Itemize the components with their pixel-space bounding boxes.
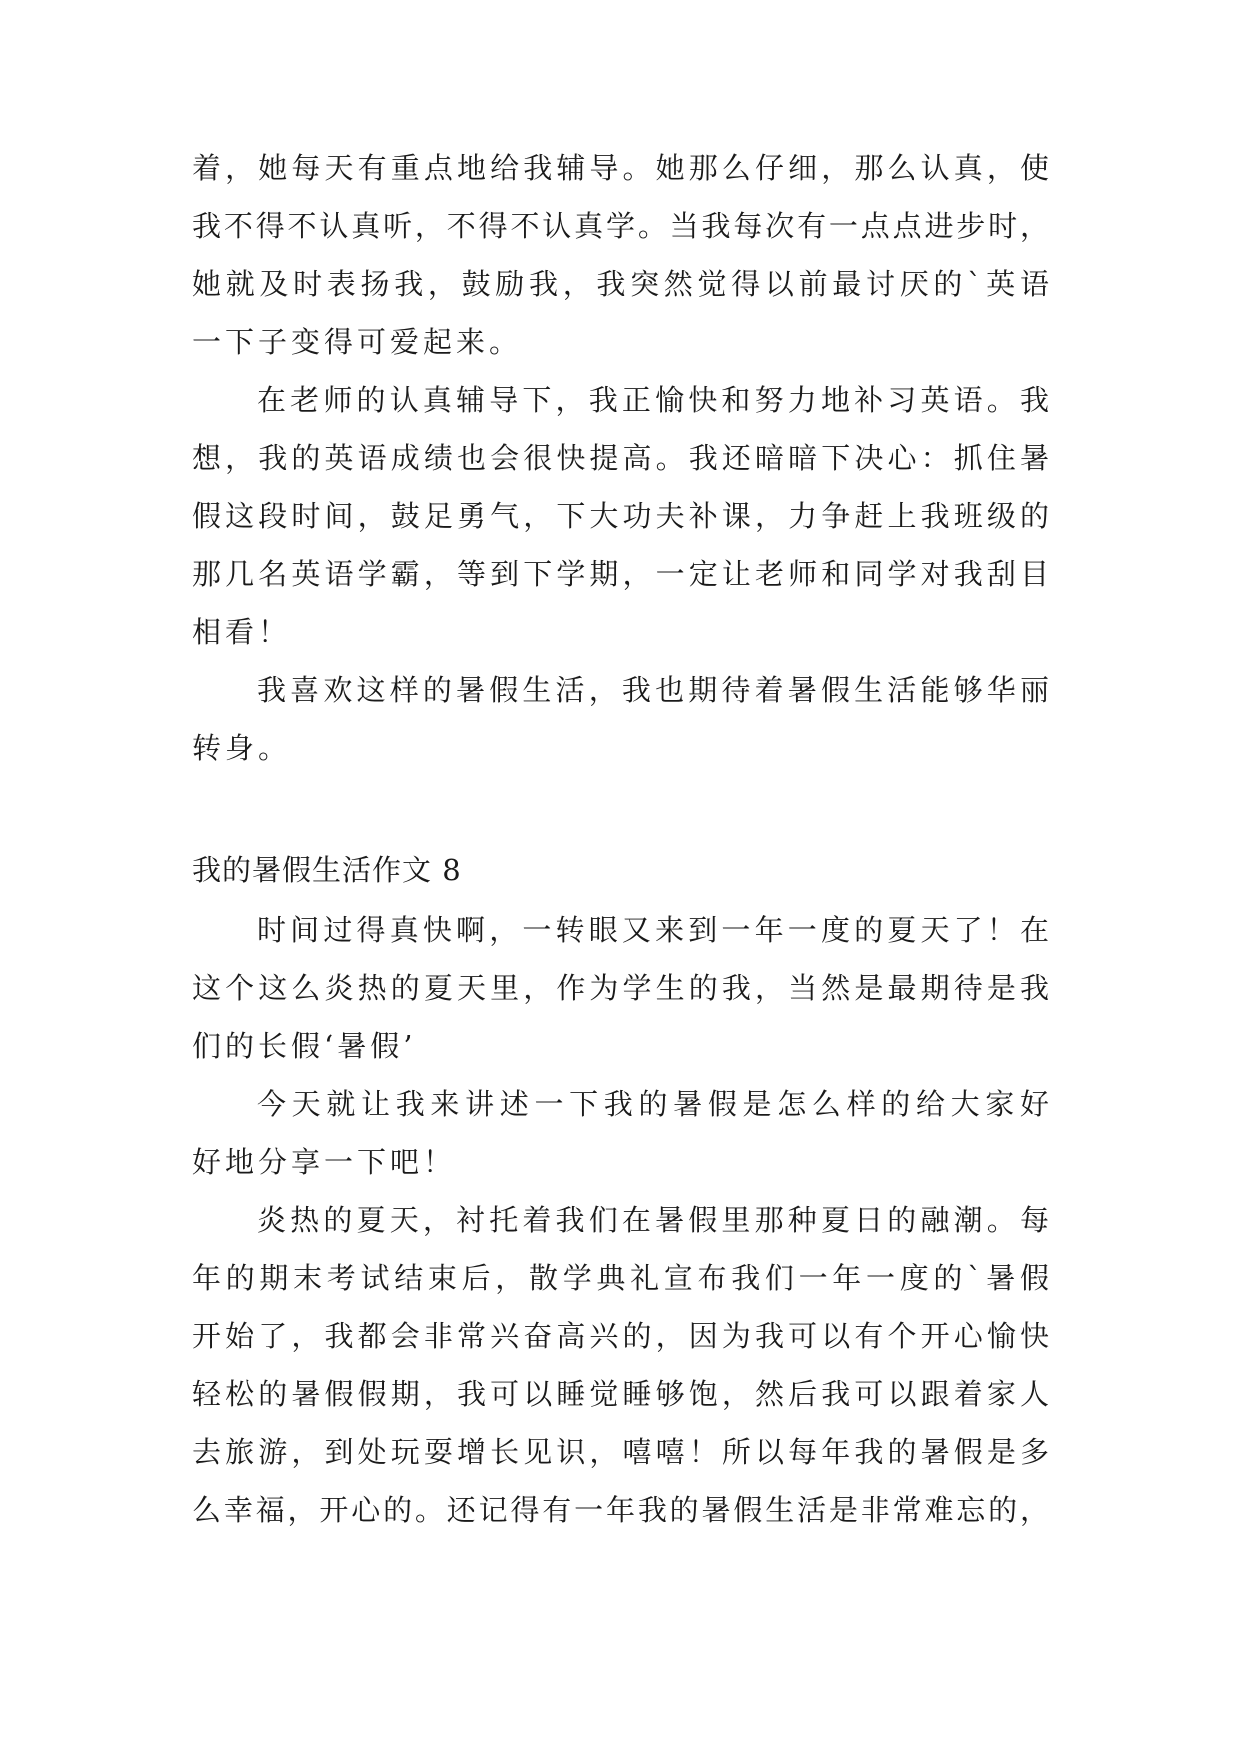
paragraph-line: 炎热的夏天，衬托着我们在暑假里那种夏日的融潮。每	[257, 1203, 1049, 1237]
paragraph-line: 在老师的认真辅导下，我正愉快和努力地补习英语。我	[257, 383, 1049, 417]
essay-heading: 我的暑假生活作文 8	[192, 853, 462, 887]
paragraph-line: 么幸福，开心的。还记得有一年我的暑假生活是非常难忘的，	[192, 1493, 1049, 1527]
paragraph-line: 年的期末考试结束后，散学典礼宣布我们一年一度的`暑假	[192, 1261, 1049, 1295]
paragraph-line: 我不得不认真听，不得不认真学。当我每次有一点点进步时，	[192, 209, 1049, 243]
paragraph-line: 转身。	[192, 731, 292, 765]
paragraph-line: 想，我的英语成绩也会很快提高。我还暗暗下决心：抓住暑	[192, 441, 1049, 475]
paragraph-line: 一下子变得可爱起来。	[192, 325, 523, 359]
paragraph-line: 她就及时表扬我，鼓励我，我突然觉得以前最讨厌的`英语	[192, 267, 1049, 301]
paragraph-line: 好地分享一下吧！	[192, 1145, 457, 1179]
paragraph-line: 去旅游，到处玩耍增长见识，嘻嘻！所以每年我的暑假是多	[192, 1435, 1049, 1469]
paragraph-line: 我喜欢这样的暑假生活，我也期待着暑假生活能够华丽	[257, 673, 1049, 707]
paragraph-line: 时间过得真快啊，一转眼又来到一年一度的夏天了！在	[257, 913, 1049, 947]
paragraph-line: 们的长假‘暑假’	[192, 1029, 417, 1063]
paragraph-line: 假这段时间，鼓足勇气，下大功夫补课，力争赶上我班级的	[192, 499, 1049, 533]
paragraph-line: 着，她每天有重点地给我辅导。她那么仔细，那么认真，使	[192, 151, 1049, 185]
paragraph-line: 轻松的暑假假期，我可以睡觉睡够饱，然后我可以跟着家人	[192, 1377, 1049, 1411]
paragraph-line: 那几名英语学霸，等到下学期，一定让老师和同学对我刮目	[192, 557, 1049, 591]
paragraph-line: 开始了，我都会非常兴奋高兴的，因为我可以有个开心愉快	[192, 1319, 1049, 1353]
paragraph-line: 今天就让我来讲述一下我的暑假是怎么样的给大家好	[257, 1087, 1049, 1121]
paragraph-line: 这个这么炎热的夏天里，作为学生的我，当然是最期待是我	[192, 971, 1049, 1005]
paragraph-line: 相看！	[192, 615, 292, 649]
